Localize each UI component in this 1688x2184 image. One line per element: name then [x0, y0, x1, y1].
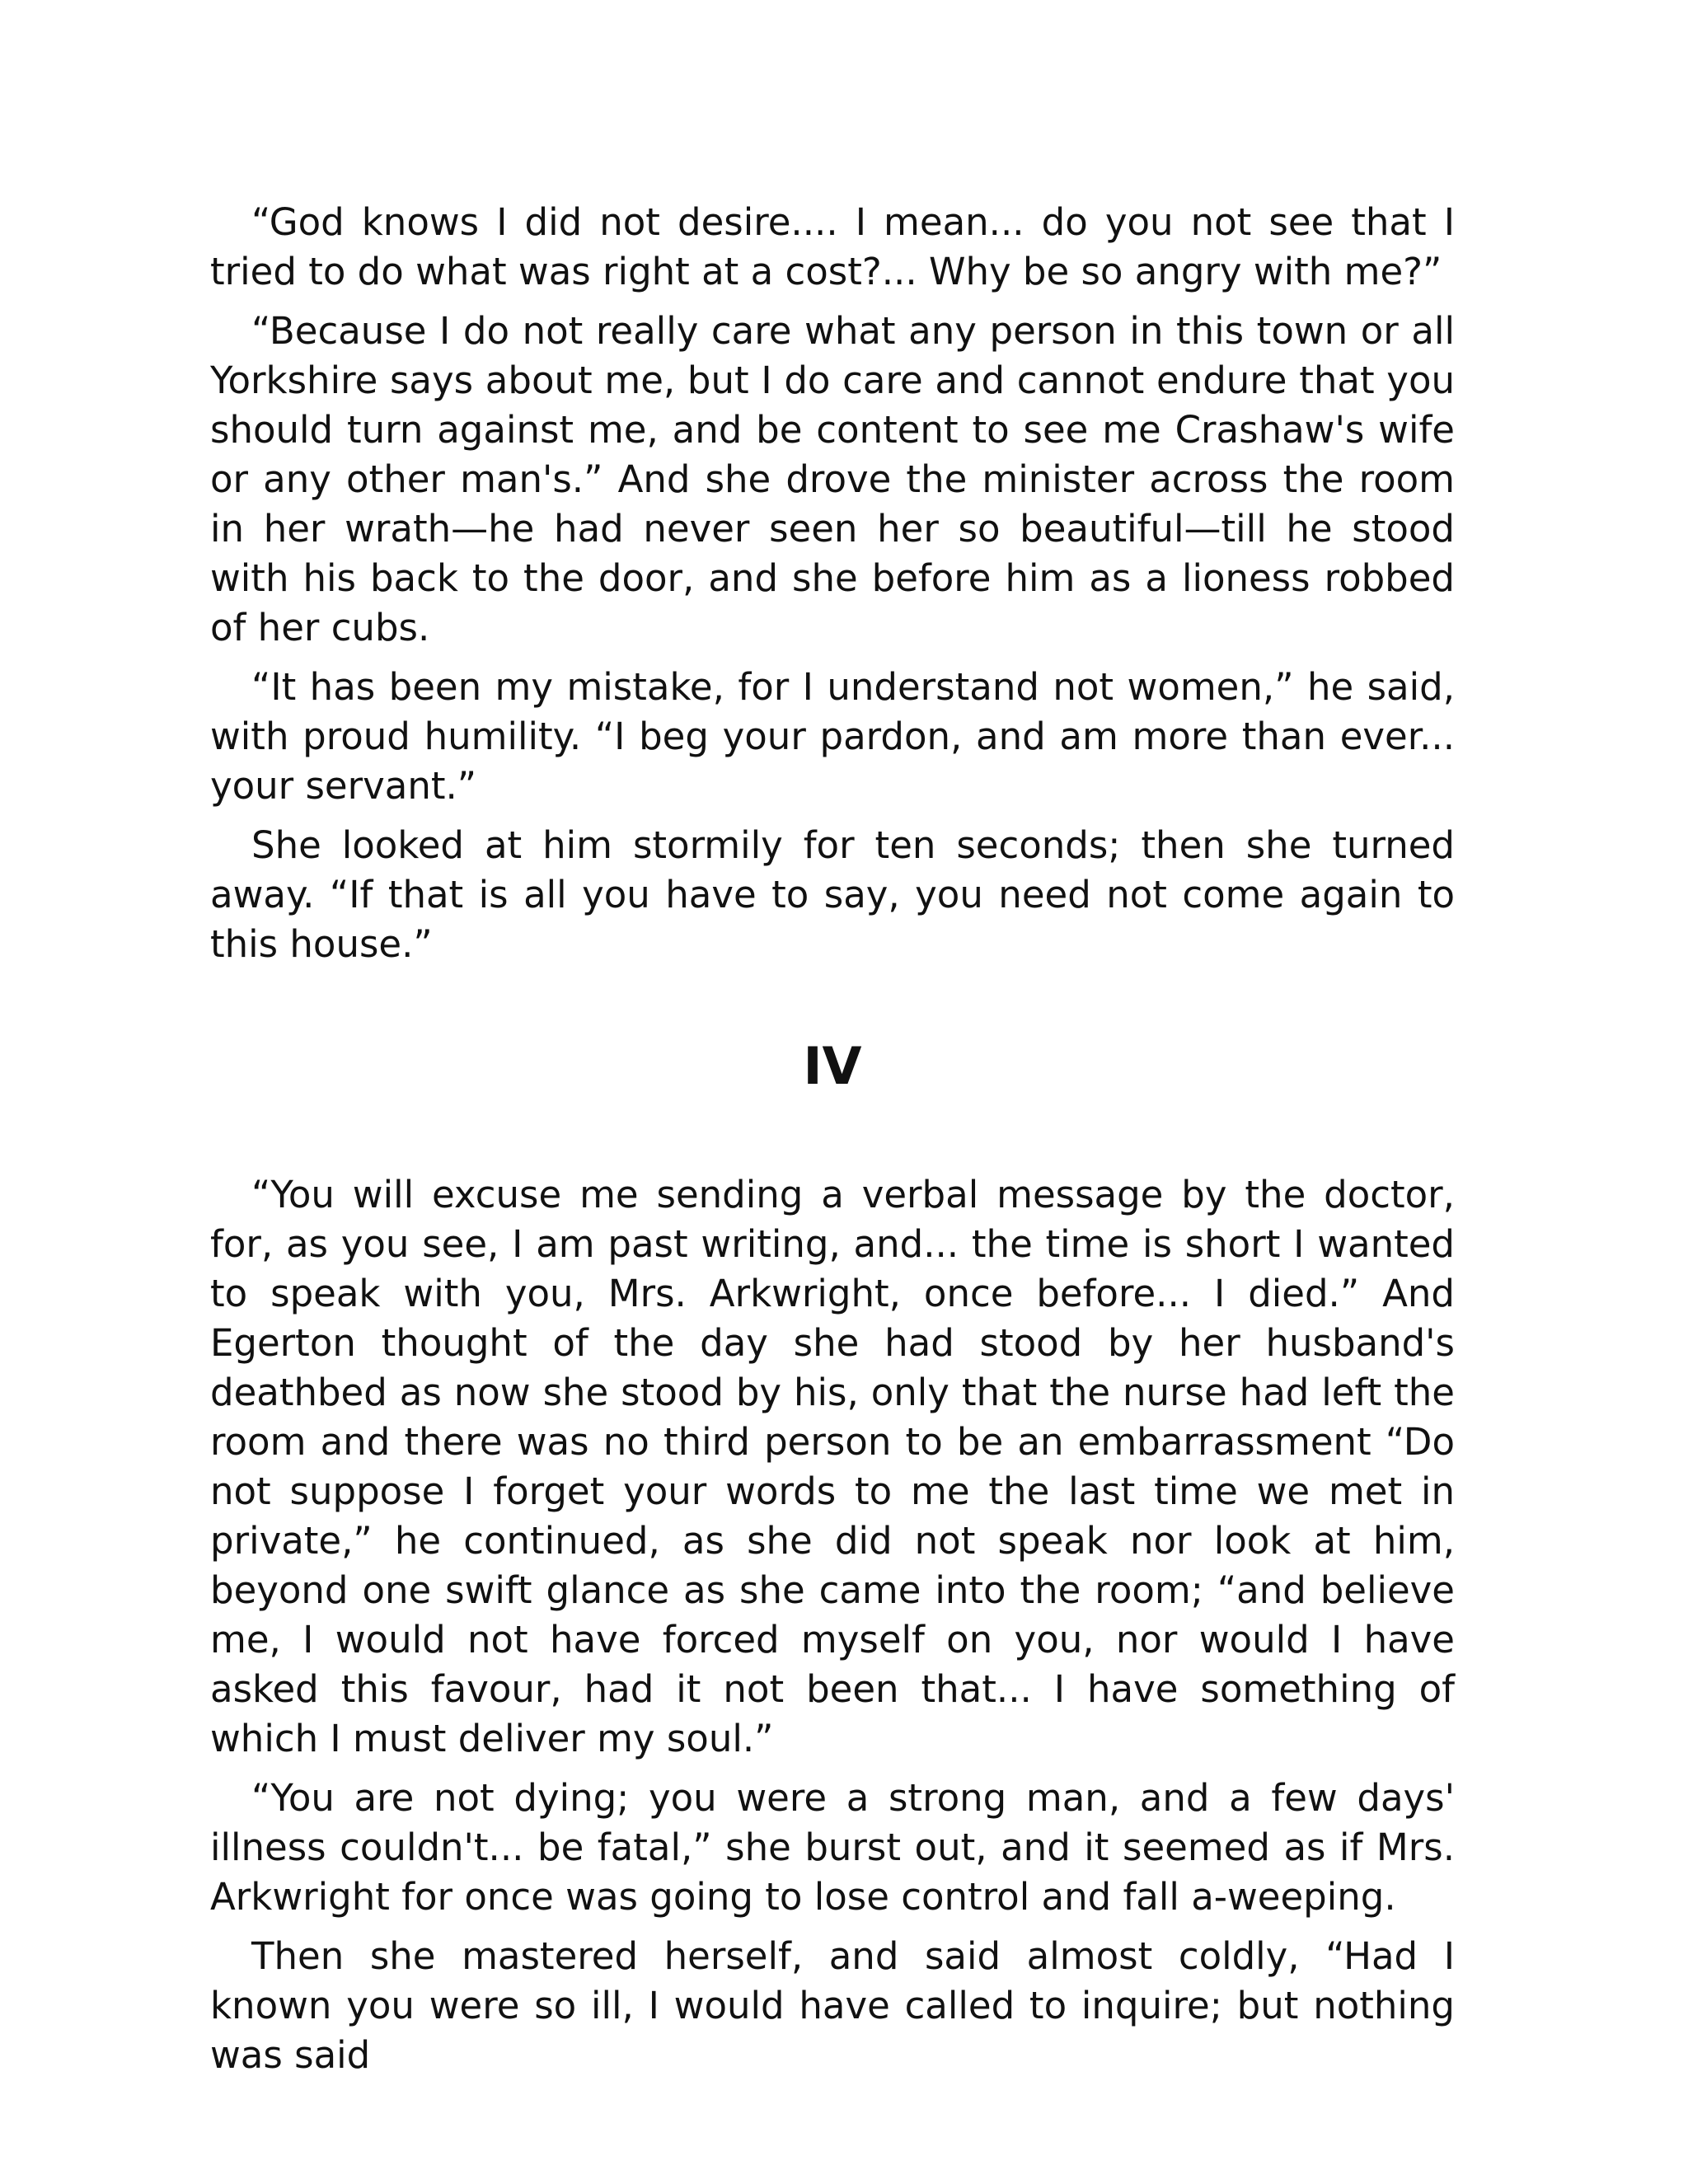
paragraph: “You are not dying; you were a strong man, and a few days' illness couldn't... be fatal,” she burst out, and it seemed as if Mrs. Arkwright for once was going to lose control and fall a-weeping.: [210, 1776, 1455, 1919]
paragraph: “You will excuse me sending a verbal message by the doctor, for, as you see, I am past writing, and... the time is short I wanted to speak with you, Mrs. Arkwright, once before... I died.” And Egerton thought of the day she had stood by her husband's deathbed as now she stood by his, only that the nurse had left the room and there was no third person to be an embarrassment “Do not suppose I forget your words to me the last time we met in private,” he continued, as she did not speak nor look at him, beyond one swift glance as she came into the room; “and believe me, I would not have forced myself on you, nor would I have asked this favour, had it not been that... I have something of which I must deliver my soul.”: [210, 1173, 1455, 1760]
paragraph: She looked at him stormily for ten seconds; then she turned away. “If that is all you have to say, you need not come again to this house.”: [210, 823, 1455, 966]
paragraph: “Because I do not really care what any person in this town or all Yorkshire says about me, but I do care and cannot endure that you should turn against me, and be content to see me Crashaw's wife or any other man's.” And she drove the minister across the room in her wrath—he had never seen her so beautiful—till he stood with his back to the door, and she before him as a lioness robbed of her cubs.: [210, 309, 1455, 649]
paragraph: Then she mastered herself, and said almost coldly, “Had I known you were so ill, I would have called to inquire; but nothing was said: [210, 1934, 1455, 2077]
paragraph: “God knows I did not desire.... I mean... do you not see that I tried to do what was right at a cost?... Why be so angry with me?”: [210, 200, 1455, 293]
book-page: [210, 198, 1455, 2090]
chapter-heading: IV: [803, 1036, 862, 1096]
paragraph: “It has been my mistake, for I understand not women,” he said, with proud humility. “I beg your pardon, and am more than ever... your servant.”: [210, 665, 1455, 808]
